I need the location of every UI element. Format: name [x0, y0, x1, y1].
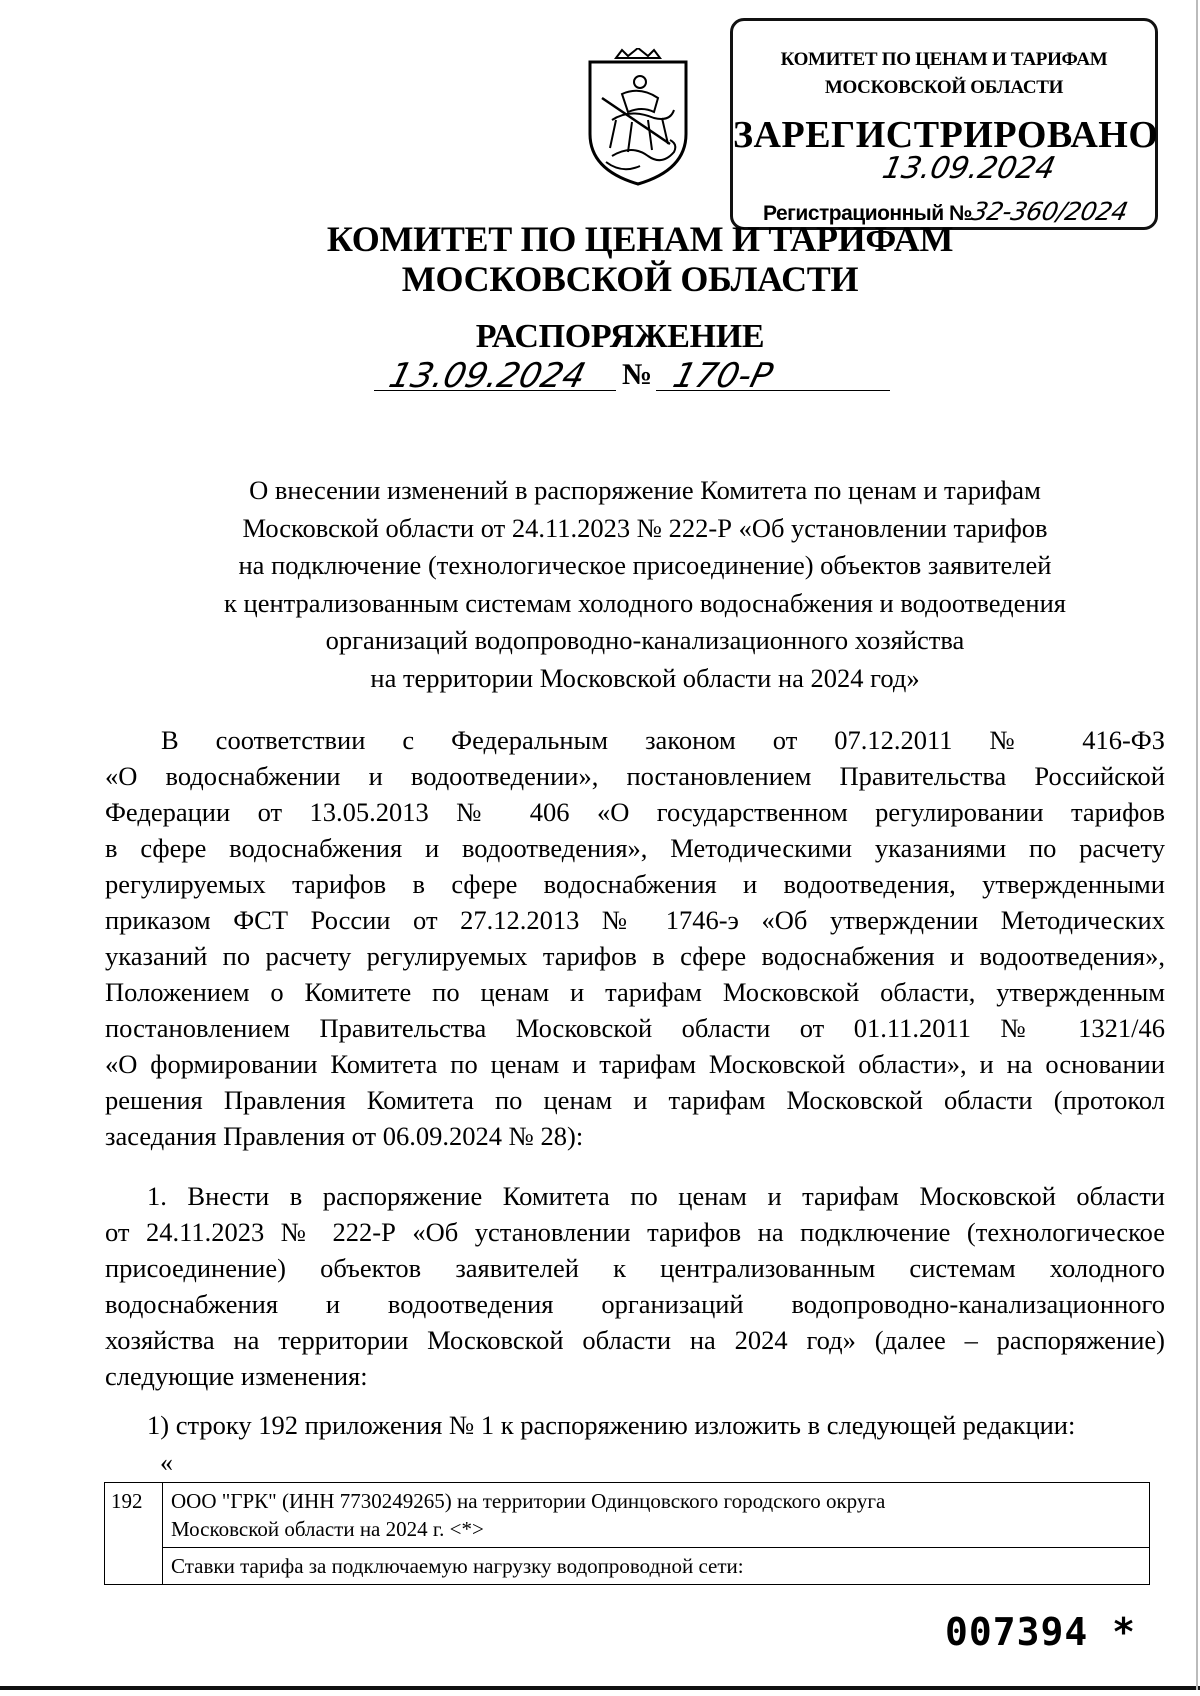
body-line: 1. Внести в распоряжение Комитета по ценам и тарифам Московской области: [147, 1181, 1165, 1211]
row-number-cell: 192: [105, 1483, 163, 1585]
body-line: решения Правления Комитета по ценам и тарифам Московской области (протокол: [105, 1085, 1165, 1115]
stamp-org-line2: МОСКОВСКОЙ ОБЛАСТИ: [824, 77, 1064, 98]
item-1-paragraph: [105, 1178, 1165, 1394]
coat-of-arms-emblem: [582, 48, 694, 188]
scan-bottom-edge: [0, 1686, 1200, 1690]
body-line: в сфере водоснабжения и водоотведения», Методическими указаниями по расчету: [105, 833, 1165, 863]
document-date: 13.09.2024: [385, 356, 590, 396]
title-line: на территории Московской области на 2024 год»: [370, 662, 920, 693]
document-type: РАСПОРЯЖЕНИЕ: [475, 318, 765, 355]
body-line: «О формировании Комитета по ценам и тарифам Московской области», и на основании: [105, 1049, 1165, 1079]
table-row: [105, 1548, 1150, 1585]
document-title: [100, 472, 1190, 697]
org-name-line2: МОСКОВСКОЙ ОБЛАСТИ: [401, 259, 859, 299]
stamp-handwritten-date: 13.09.2024: [879, 151, 1059, 186]
subitem-1: 1) строку 192 приложения № 1 к распоряжению изложить в следующей редакции:: [147, 1410, 1076, 1440]
body-line: следующие изменения:: [105, 1361, 368, 1391]
body-line: «О водоснабжении и водоотведении», постановлением Правительства Российской: [105, 761, 1165, 791]
body-line: В соответствии с Федеральным законом от 07.12.2011 № 416-ФЗ: [161, 725, 1165, 755]
body-line: указаний по расчету регулируемых тарифов в сфере водоснабжения и водоотведения»,: [105, 941, 1165, 971]
scan-right-edge: [1196, 0, 1198, 1690]
body-line: водоснабжения и водоотведения организаций водопроводно-канализационного: [105, 1289, 1165, 1319]
date-number-line: [374, 356, 890, 396]
body-line: присоединение) объектов заявителей к централизованным системам холодного: [105, 1253, 1165, 1283]
title-line: на подключение (технологическое присоединение) объектов заявителей: [238, 550, 1052, 580]
number-label: №: [622, 358, 653, 391]
org-cell-line: ООО "ГРК" (ИНН 7730249265) на территории Одинцовского городского округа: [171, 1489, 886, 1513]
stamp-status: ЗАРЕГИСТРИРОВАНО: [733, 114, 1159, 156]
title-line: О внесении изменений в распоряжение Комитета по ценам и тарифам: [249, 475, 1041, 505]
document-serial-number: 007394 *: [944, 1610, 1136, 1654]
body-line: постановлением Правительства Московской области от 01.11.2011 № 1321/46: [105, 1013, 1165, 1043]
title-line: к централизованным системам холодного водоснабжения и водоотведения: [224, 587, 1066, 618]
title-line: организаций водопроводно-канализационного хозяйства: [325, 625, 965, 655]
body-line: хозяйства на территории Московской области на 2024 год» (далее – распоряжение): [105, 1325, 1165, 1355]
stamp-reg-number: 32-360/2024: [968, 197, 1131, 226]
org-cell-line: Московской области на 2024 г. <*>: [171, 1517, 484, 1541]
title-line: Московской области от 24.11.2023 № 222-Р «Об установлении тарифов: [242, 512, 1048, 543]
registration-stamp: [730, 18, 1158, 230]
open-quote-mark: «: [160, 1448, 173, 1477]
body-line: от 24.11.2023 № 222-Р «Об установлении тарифов на подключение (технологическое: [105, 1217, 1165, 1247]
table-row: [105, 1483, 1150, 1548]
body-line: приказом ФСТ России от 27.12.2013 № 1746-э «Об утверждении Методических: [105, 905, 1165, 935]
body-line: Федерации от 13.05.2013 № 406 «О государственном регулировании тарифов: [105, 797, 1165, 827]
tariff-table: [104, 1482, 1150, 1585]
org-name-line1: КОМИТЕТ ПО ЦЕНАМ И ТАРИФАМ: [326, 219, 954, 259]
document-number: 170-Р: [669, 356, 777, 396]
rates-header-cell: Ставки тарифа за подключаемую нагрузку водопроводной сети:: [163, 1548, 1150, 1585]
body-line: Положением о Комитете по ценам и тарифам Московской области, утвержденным: [105, 977, 1165, 1007]
stamp-org-line1: КОМИТЕТ ПО ЦЕНАМ И ТАРИФАМ: [780, 49, 1108, 70]
body-line: заседания Правления от 06.09.2024 № 28):: [105, 1121, 584, 1151]
stamp-reg-label: Регистрационный №: [763, 202, 972, 225]
org-cell: [163, 1483, 1150, 1548]
body-line: регулируемых тарифов в сфере водоснабжения и водоотведения, утвержденными: [105, 869, 1165, 899]
preamble-paragraph: [105, 722, 1165, 1154]
